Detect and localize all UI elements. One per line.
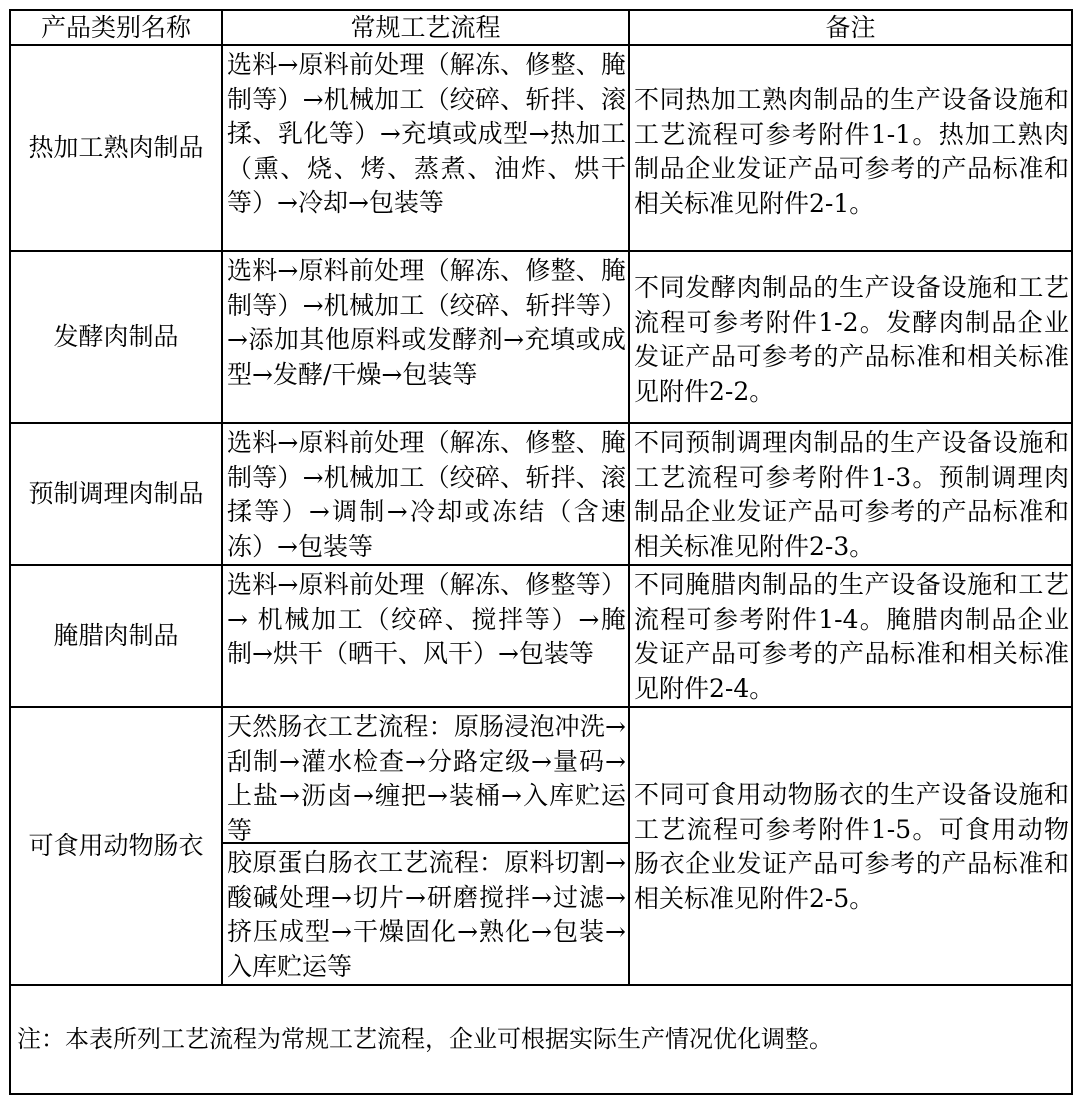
category-cell: 发酵肉制品	[10, 251, 222, 423]
table-row	[10, 423, 1072, 565]
process-cell: 选料→原料前处理（解冻、修整等）→ 机械加工（绞碎、搅拌等）→腌制→烘干（晒干、风干）→包装等	[222, 565, 629, 707]
header-category: 产品类别名称	[10, 10, 222, 45]
table-note: 注：本表所列工艺流程为常规工艺流程，企业可根据实际生产情况优化调整。	[10, 985, 1072, 1094]
category-cell: 可食用动物肠衣	[10, 707, 222, 985]
remark-cell: 不同腌腊肉制品的生产设备设施和工艺流程可参考附件1-4。腌腊肉制品企业发证产品可参考的产品标准和相关标准见附件2-4。	[629, 565, 1072, 707]
process-table	[9, 9, 1073, 1095]
table-row	[10, 45, 1072, 251]
header-row	[10, 10, 1072, 45]
note-row	[10, 985, 1072, 1094]
process-cell-split	[222, 707, 629, 985]
category-cell: 预制调理肉制品	[10, 423, 222, 565]
remark-cell: 不同预制调理肉制品的生产设备设施和工艺流程可参考附件1-3。预制调理肉制品企业发证产品可参考的产品标准和相关标准见附件2-3。	[629, 423, 1072, 565]
remark-cell: 不同可食用动物肠衣的生产设备设施和工艺流程可参考附件1-5。可食用动物肠衣企业发证产品可参考的产品标准和相关标准见附件2-5。	[629, 707, 1072, 985]
process-cell: 选料→原料前处理（解冻、修整、腌制等）→机械加工（绞碎、斩拌等）→添加其他原料或发酵剂→充填或成型→发酵/干燥→包装等	[222, 251, 629, 423]
process-cell: 选料→原料前处理（解冻、修整、腌制等）→机械加工（绞碎、斩拌、滚揉、乳化等）→充填或成型→热加工（熏、烧、烤、蒸煮、油炸、烘干等）→冷却→包装等	[222, 45, 629, 251]
table-row	[10, 707, 1072, 985]
table-row	[10, 565, 1072, 707]
category-cell: 热加工熟肉制品	[10, 45, 222, 251]
header-process: 常规工艺流程	[222, 10, 629, 45]
header-remark: 备注	[629, 10, 1072, 45]
natural-casing-process: 天然肠衣工艺流程：原肠浸泡冲洗→刮制→灌水检查→分路定级→量码→上盐→沥卤→缠把→装桶→入库贮运等	[223, 708, 628, 844]
remark-cell: 不同发酵肉制品的生产设备设施和工艺流程可参考附件1-2。发酵肉制品企业发证产品可参考的产品标准和相关标准见附件2-2。	[629, 251, 1072, 423]
remark-cell: 不同热加工熟肉制品的生产设备设施和工艺流程可参考附件1-1。热加工熟肉制品企业发证产品可参考的产品标准和相关标准见附件2-1。	[629, 45, 1072, 251]
process-cell: 选料→原料前处理（解冻、修整、腌制等）→机械加工（绞碎、斩拌、滚揉等）→调制→冷却或冻结（含速冻）→包装等	[222, 423, 629, 565]
collagen-casing-process: 胶原蛋白肠衣工艺流程：原料切割→酸碱处理→切片→研磨搅拌→过滤→挤压成型→干燥固化→熟化→包装→入库贮运等	[227, 848, 626, 981]
category-cell: 腌腊肉制品	[10, 565, 222, 707]
table-row	[10, 251, 1072, 423]
